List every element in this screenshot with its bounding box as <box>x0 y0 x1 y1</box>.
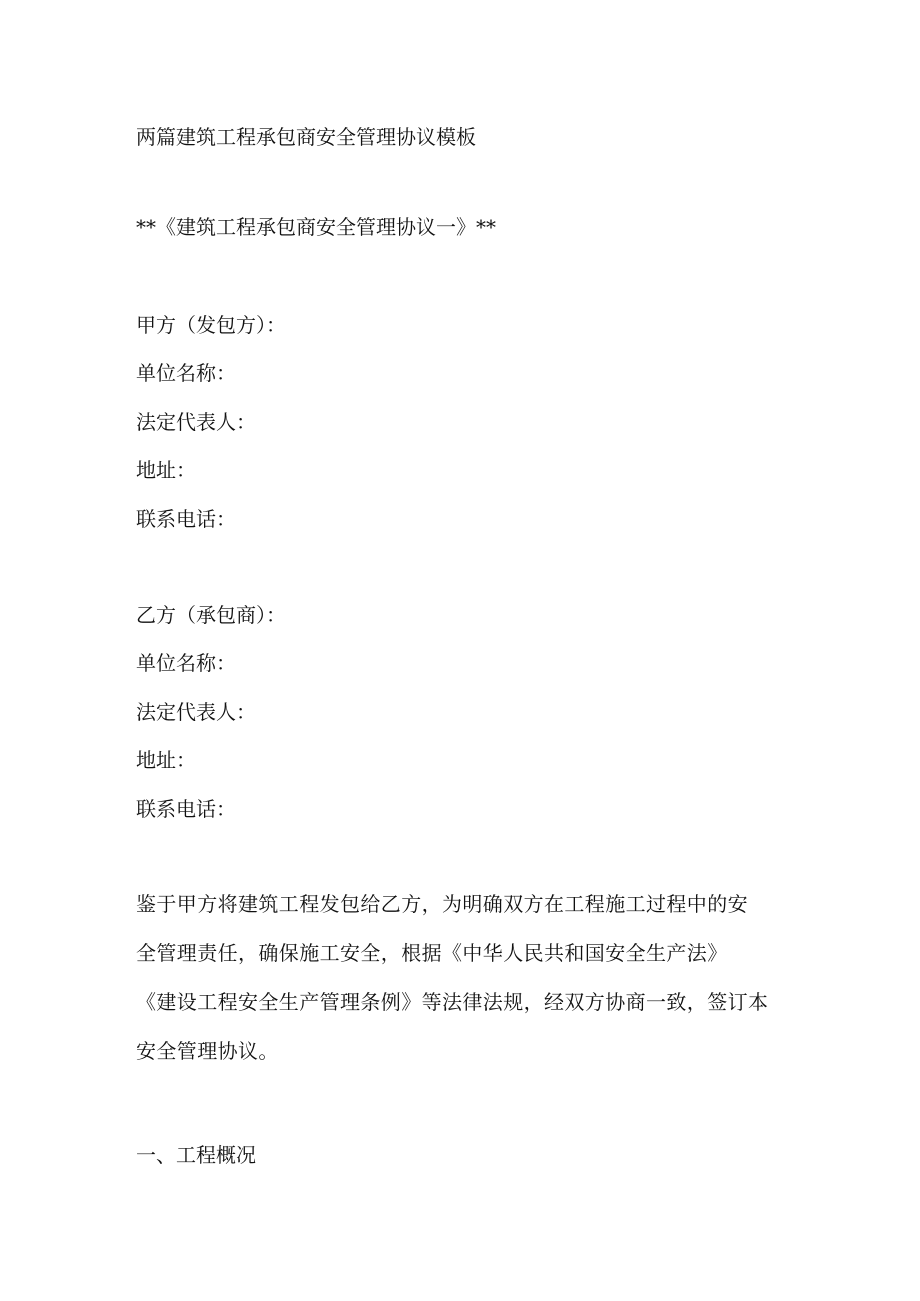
preamble-line: 《建设工程安全生产管理条例》等法律法规，经双方协商一致，签订本 <box>136 990 769 1014</box>
party-b-phone-label: 联系电话： <box>136 797 236 821</box>
party-a-phone-label: 联系电话： <box>136 507 236 531</box>
preamble-line: 安全管理协议。 <box>136 1039 279 1063</box>
party-a-legal-rep-label: 法定代表人： <box>136 410 256 434</box>
section-1-heading: 一、工程概况 <box>136 1143 256 1167</box>
preamble-line: 全管理责任，确保施工安全，根据《中华人民共和国安全生产法》 <box>136 941 728 965</box>
party-a-address-label: 地址： <box>136 458 196 482</box>
agreement-heading: **《建筑工程承包商安全管理协议一》** <box>136 215 496 239</box>
party-b-heading: 乙方（承包商）： <box>136 603 286 627</box>
party-a-heading: 甲方（发包方）： <box>136 313 286 337</box>
party-b-legal-rep-label: 法定代表人： <box>136 700 256 724</box>
party-a-unit-name-label: 单位名称： <box>136 361 236 385</box>
party-b-unit-name-label: 单位名称： <box>136 651 236 675</box>
preamble-line: 鉴于甲方将建筑工程发包给乙方，为明确双方在工程施工过程中的安 <box>136 892 748 916</box>
party-b-address-label: 地址： <box>136 748 196 772</box>
document-title: 两篇建筑工程承包商安全管理协议模板 <box>136 125 476 149</box>
